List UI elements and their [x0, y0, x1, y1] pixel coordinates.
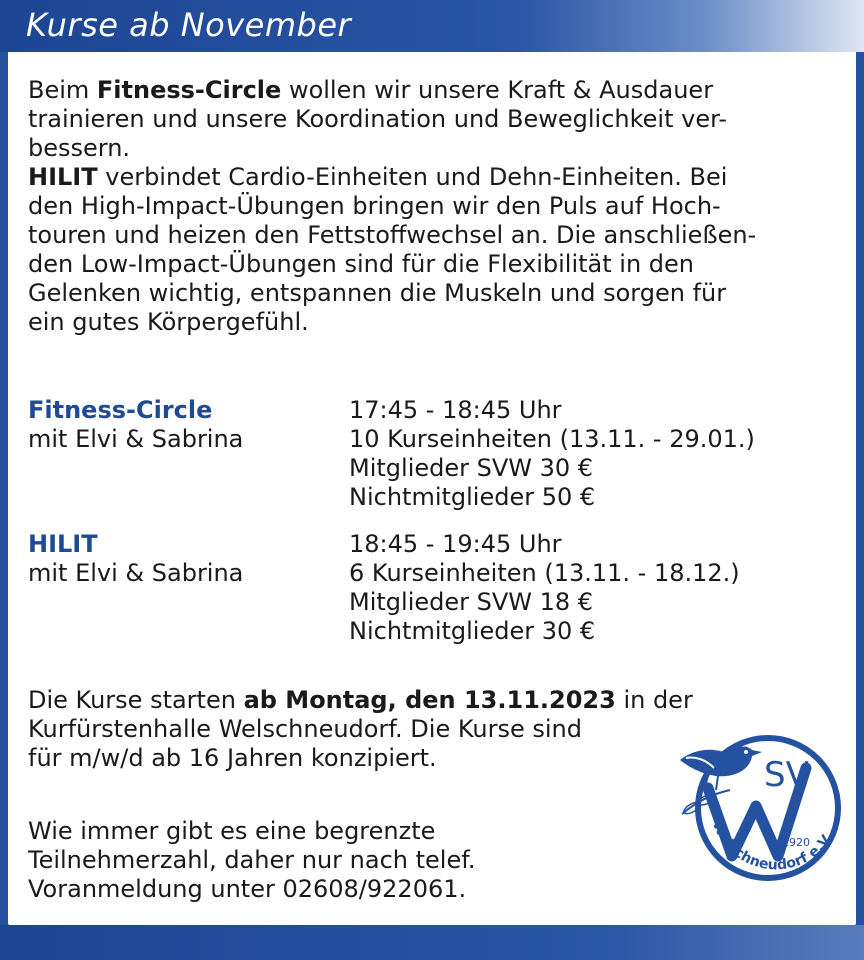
course-members-price: Mitglieder SVW 30 €	[349, 454, 594, 482]
logo-club-name-path: Welschneudorf e.V.	[708, 818, 837, 874]
course-name: Fitness-Circle	[28, 396, 213, 424]
intro-line: den Low-Impact-Übungen sind für die Flexibilität in den	[28, 250, 694, 278]
start-info-line: Kurfürstenhalle Welschneudorf. Die Kurse sind	[28, 715, 582, 743]
intro-course-highlight: HILIT	[28, 163, 98, 191]
course-time: 18:45 - 19:45 Uhr	[349, 530, 562, 558]
start-info-line: für m/w/d ab 16 Jahren konzipiert.	[28, 744, 437, 772]
intro-text-part: wollen wir unsere Kraft & Ausdauer	[281, 76, 714, 104]
intro-text	[28, 76, 756, 337]
course-details	[349, 396, 755, 512]
course-sessions: 6 Kurseinheiten (13.11. - 18.12.)	[349, 559, 740, 587]
logo-initials: SV	[764, 755, 809, 795]
course-nonmembers-price: Nichtmitglieder 30 €	[349, 617, 596, 645]
start-info	[28, 686, 693, 773]
intro-line: touren und heizen den Fettstoffwechsel an. Die anschließen-	[28, 221, 757, 249]
course-nonmembers-price: Nichtmitglieder 50 €	[349, 483, 596, 511]
footer-band	[0, 925, 864, 960]
intro-line: bessern.	[28, 134, 131, 162]
course-members-price: Mitglieder SVW 18 €	[349, 588, 594, 616]
logo-year: 1920	[782, 836, 810, 849]
intro-line: den High-Impact-Übungen bringen wir den Puls auf Hoch-	[28, 192, 721, 220]
intro-line: trainieren und unsere Koordination und Beweglichkeit ver-	[28, 105, 728, 133]
course-sessions: 10 Kurseinheiten (13.11. - 29.01.)	[349, 425, 755, 453]
intro-line: ein gutes Körpergefühl.	[28, 308, 309, 336]
start-info-part: Die Kurse starten	[28, 686, 244, 714]
start-info-part: in der	[615, 686, 693, 714]
course-time: 17:45 - 18:45 Uhr	[349, 396, 562, 424]
page-title: Kurse ab November	[26, 6, 352, 44]
course-details	[349, 530, 740, 646]
start-date-highlight: ab Montag, den 13.11.2023	[243, 686, 616, 714]
registration-notice	[28, 817, 476, 904]
course-name: HILIT	[28, 530, 98, 558]
club-logo	[672, 728, 842, 886]
notice-line: Teilnehmerzahl, daher nur nach telef.	[28, 846, 476, 874]
notice-phone-line: Voranmeldung unter 02608/922061.	[28, 875, 467, 903]
course-trainer: mit Elvi & Sabrina	[28, 559, 244, 587]
course-trainer: mit Elvi & Sabrina	[28, 425, 244, 453]
intro-text-part: Beim	[28, 76, 97, 104]
intro-course-highlight: Fitness-Circle	[96, 76, 282, 104]
intro-line: Gelenken wichtig, entspannen die Muskeln und sorgen für	[28, 279, 727, 307]
notice-line: Wie immer gibt es eine begrenzte	[28, 817, 436, 845]
intro-text-part: verbindet Cardio-Einheiten und Dehn-Einheiten. Bei	[97, 163, 728, 191]
